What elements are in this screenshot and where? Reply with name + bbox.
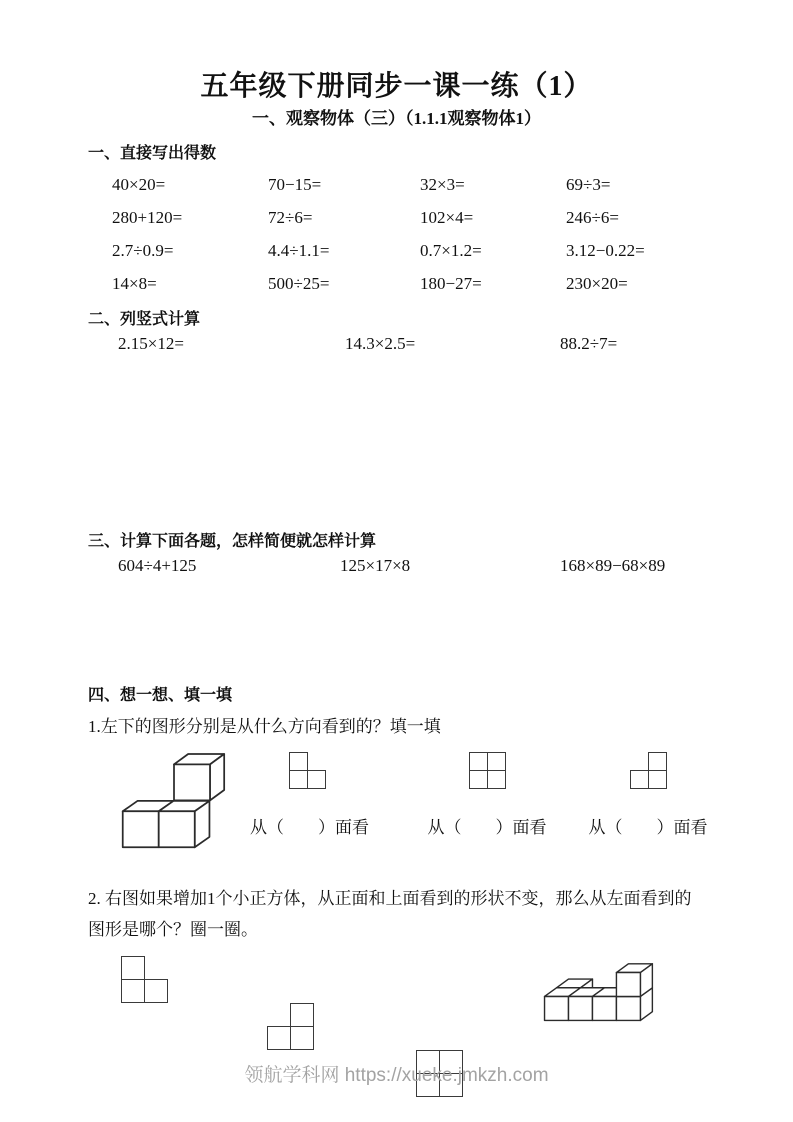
cube-solid-q1-drawing (114, 750, 234, 854)
cube-solid-q2-figure (538, 942, 660, 1032)
shape-cell (648, 770, 667, 789)
problem-cell: 2.15×12= (118, 334, 184, 353)
shape-cell (267, 1026, 291, 1050)
shape-cell (121, 956, 145, 980)
shape-cell (630, 770, 649, 789)
shape-cell (289, 770, 308, 789)
question1-text: 1.左下的图形分别是从什么方向看到的？填一填 (88, 717, 441, 736)
view-shape-2 (469, 752, 506, 789)
simplified-calculation-row (118, 556, 748, 576)
shape-cell (121, 979, 145, 1003)
page-title: 五年级下册同步一课一练（1） (200, 71, 593, 102)
view-group-2 (424, 752, 550, 838)
problem-cell: 69÷3= (566, 174, 611, 194)
view-label-1: 从（ ）面看 (250, 818, 369, 837)
option-shape-b (267, 1003, 314, 1050)
shape-cell (487, 770, 506, 789)
problem-cell: 3.12−0.22= (566, 240, 645, 260)
problem-cell: 500÷25= (268, 273, 330, 293)
view-shape-1 (289, 752, 326, 789)
problem-cell: 32×3= (420, 174, 465, 194)
section4-heading: 四、想一想、填一填 (88, 687, 233, 704)
problem-cell: 88.2÷7= (560, 334, 618, 353)
shape-cell (487, 752, 506, 771)
oral-calculation-grid (112, 168, 732, 300)
page-subtitle: 一、观察物体（三）（1.1.1观察物体1） (252, 109, 541, 128)
shape-cell (144, 979, 168, 1003)
section2-heading: 二、列竖式计算 (88, 311, 201, 328)
view-group-3 (586, 752, 710, 838)
problem-cell: 102×4= (420, 207, 474, 227)
shape-cell (469, 752, 488, 771)
problem-cell: 230×20= (566, 273, 628, 293)
problem-cell: 125×17×8 (340, 556, 411, 575)
vertical-calculation-row (118, 334, 738, 354)
problem-cell: 246÷6= (566, 207, 619, 227)
option-shape-a (121, 956, 168, 1003)
problem-cell: 180−27= (420, 273, 482, 293)
shape-cell (648, 752, 667, 771)
problem-cell: 40×20= (112, 174, 166, 194)
shape-cell (290, 1003, 314, 1027)
question2-text (88, 883, 728, 945)
problem-cell: 14.3×2.5= (345, 334, 416, 353)
problem-cell: 72÷6= (268, 207, 313, 227)
view-group-1 (250, 752, 369, 838)
cube-solid-q1-figure (114, 750, 234, 859)
view-label-3: 从（ ）面看 (588, 818, 708, 837)
question2-line2: 图形是哪个？圈一圈。 (88, 920, 258, 939)
problem-cell: 168×89−68×89 (560, 556, 666, 575)
shape-cell (290, 1026, 314, 1050)
section3-heading: 三、计算下面各题，怎样简便就怎样计算 (88, 533, 377, 550)
problem-cell: 604÷4+125 (118, 556, 197, 575)
view-label-2: 从（ ）面看 (427, 818, 547, 837)
problem-cell: 4.4÷1.1= (268, 240, 330, 260)
question2-line1: 2. 右图如果增加1个小正方体，从正面和上面看到的形状不变，那么从左面看到的 (88, 889, 692, 908)
problem-cell: 14×8= (112, 273, 157, 293)
section1-heading: 一、直接写出得数 (88, 145, 217, 162)
shape-cell (289, 752, 308, 771)
view-shape-3 (630, 752, 667, 789)
cube-solid-q2-drawing (538, 942, 660, 1027)
shape-cell (469, 770, 488, 789)
problem-cell: 0.7×1.2= (420, 240, 482, 260)
shape-cell (307, 770, 326, 789)
problem-cell: 2.7÷0.9= (112, 240, 174, 260)
footer-watermark: 领航学科网 https://xueke.jmkzh.com (244, 1065, 549, 1086)
problem-cell: 70−15= (268, 174, 322, 194)
problem-cell: 280+120= (112, 207, 183, 227)
